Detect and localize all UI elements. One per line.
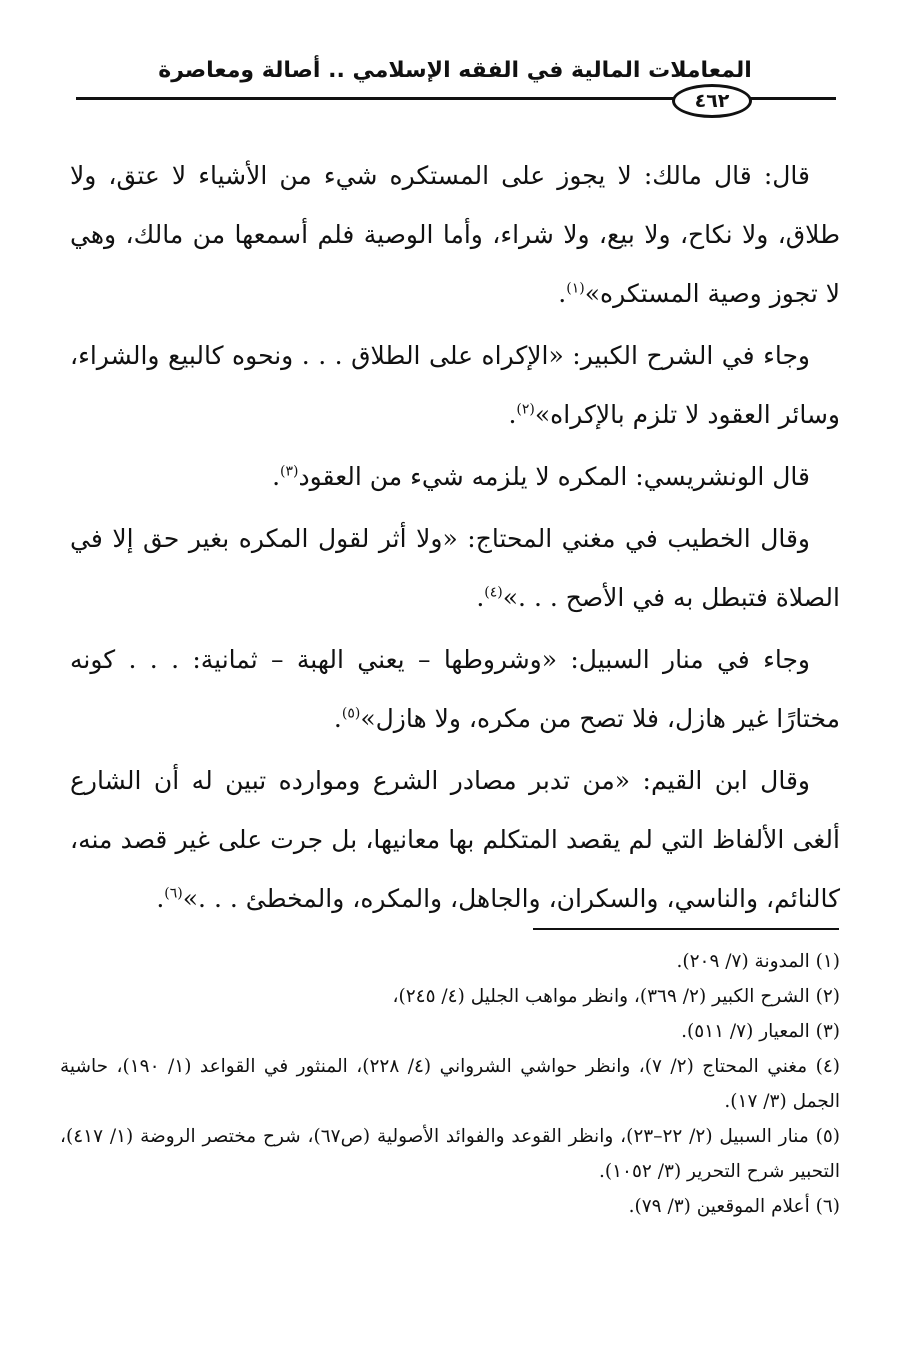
footnote: (٥) منار السبيل (٢/ ٢٢–٢٣)، وانظر القوعد والفوائد الأصولية (ص٦٧)، شرح مختصر الروضة (١/ ٤١٧)، التحبير شرح التحرير (٣/ ١٠٥٢). <box>60 1126 840 1182</box>
paragraph-text: قال: قال مالك: لا يجوز على المستكره شيء من الأشياء لا عتق، ولا طلاق، ولا نكاح، ولا بيع، ولا شراء، وأما الوصية فلم أسمعها من مالك، وهي لا تجوز وصية المستكره» <box>70 161 840 308</box>
footnote: (٣) المعيار (٧/ ٥١١). <box>681 1021 840 1042</box>
running-title: المعاملات المالية في الفقه الإسلامي .. أصالة ومعاصرة <box>158 58 752 83</box>
paragraph <box>70 326 840 444</box>
paragraph-text: وجاء في الشرح الكبير: «الإكراه على الطلاق . . . ونحوه كالبيع والشراء، وسائر العقود لا تلزم بالإكراه» <box>70 341 840 429</box>
footnote-ref: (٤) <box>484 584 503 601</box>
header-rule-right <box>750 97 836 100</box>
page-number: ٤٦٢ <box>672 84 752 118</box>
footnote: (٤) مغني المحتاج (٢/ ٧)، وانظر حواشي الشرواني (٤/ ٢٢٨)، المنثور في القواعد (١/ ١٩٠)، حاشية الجمل (٣/ ١٧). <box>60 1056 840 1112</box>
paragraph-end: . <box>508 400 517 429</box>
footnotes <box>60 944 840 1224</box>
footnote-ref: (٢) <box>516 401 535 418</box>
paragraph <box>70 146 840 323</box>
paragraph <box>70 630 840 748</box>
paragraph-end: . <box>156 884 165 913</box>
footnote: (٢) الشرح الكبير (٢/ ٣٦٩)، وانظر مواهب الجليل (٤/ ٢٤٥)، <box>392 986 840 1007</box>
main-text <box>70 146 840 928</box>
paragraph-end: . <box>333 704 342 733</box>
paragraph-text: وقال الخطيب في مغني المحتاج: «ولا أثر لقول المكره بغير حق إلا في الصلاة فتبطل به في الأصح . . .» <box>70 524 840 612</box>
footnote-ref: (٦) <box>164 885 183 902</box>
paragraph-text: قال الونشريسي: المكره لا يلزمه شيء من العقود <box>298 462 810 491</box>
paragraph-end: . <box>272 462 281 491</box>
header-rule-left <box>76 97 688 100</box>
footnote-separator <box>533 928 839 930</box>
paragraph-text: وقال ابن القيم: «من تدبر مصادر الشرع وموارده تبين له أن الشارع ألغى الألفاظ التي لم يقصد المتكلم بها معانيها، بل جرت على غير قصد منه، كالنائم، والناسي، والسكران، والجاهل، والمكره، والمخطئ . . .» <box>70 766 840 913</box>
paragraph-text: وجاء في منار السبيل: «وشروطها – يعني الهبة – ثمانية: . . . كونه مختارًا غير هازل، فلا تصح من مكره، ولا هازل» <box>70 645 840 733</box>
paragraph-end: . <box>558 279 567 308</box>
footnote: (١) المدونة (٧/ ٢٠٩). <box>676 951 840 972</box>
footnote-ref: (١) <box>566 280 585 297</box>
paragraph <box>70 447 840 506</box>
footnote: (٦) أعلام الموقعين (٣/ ٧٩). <box>628 1196 840 1217</box>
paragraph <box>70 509 840 627</box>
paragraph <box>70 751 840 928</box>
footnote-ref: (٣) <box>280 463 299 480</box>
footnote-ref: (٥) <box>341 705 361 722</box>
paragraph-end: . <box>476 583 485 612</box>
